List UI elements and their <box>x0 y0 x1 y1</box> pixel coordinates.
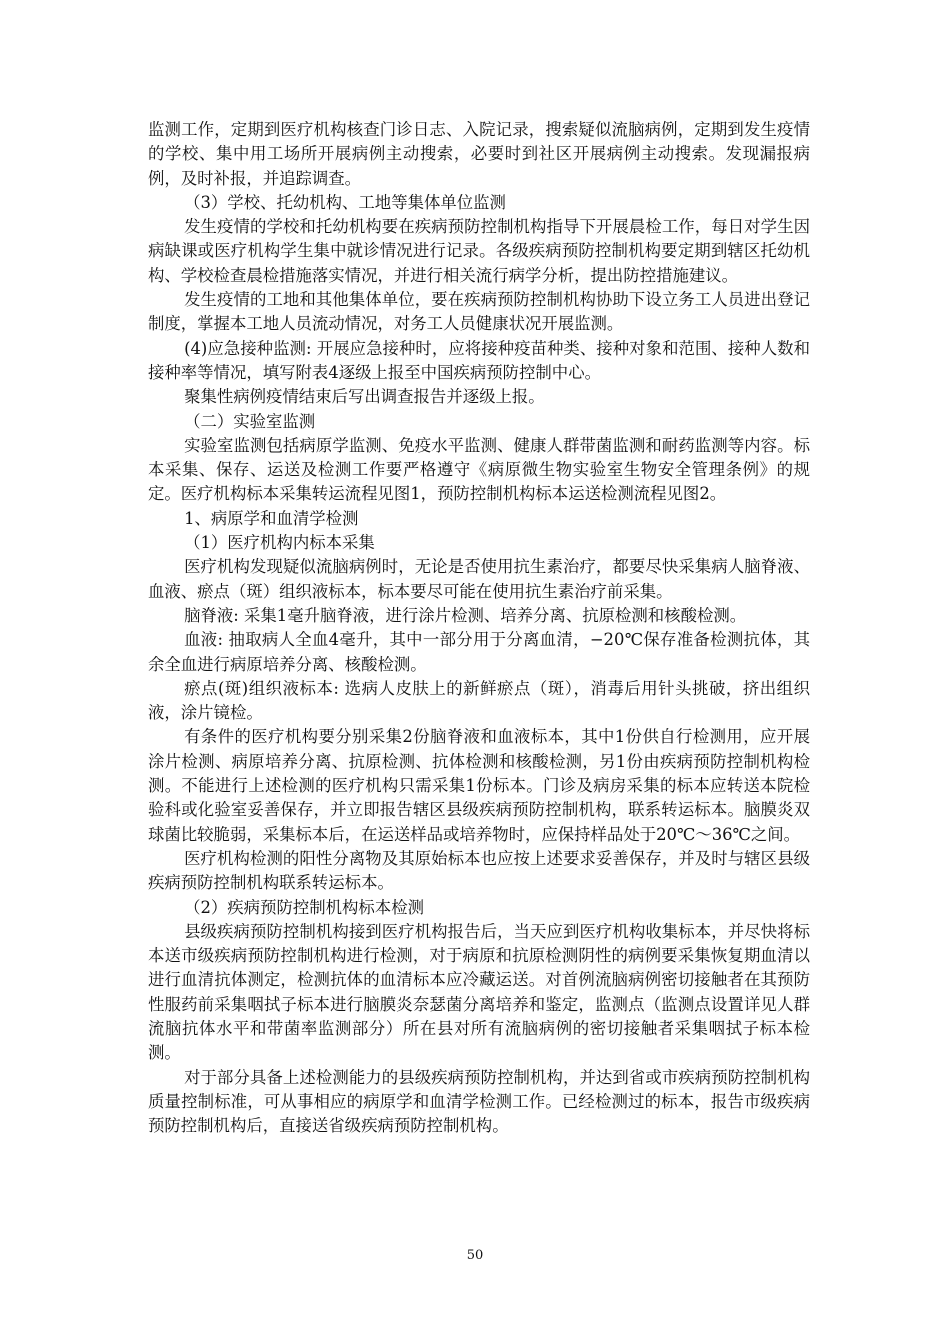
paragraph-two-samples: 有条件的医疗机构要分别采集2份脑脊液和血液标本，其中1份供自行检测用，应开展涂片检测、病原培养分离、抗原检测、抗体检测和核酸检测，另1份由疾病预防控制机构检测。不能进行上述检测的医疗机构只需采集1份标本。门诊及病房采集的标本应转送本院检验科或化验室妥善保存，并立即报告辖区县级疾病预防控制机构，联系转运标本。脑膜炎双球菌比较脆弱，采集标本后，在运送样品或培养物时，应保持样品处于20℃～36℃之间。 <box>148 727 810 844</box>
page-number: 50 <box>466 1248 484 1263</box>
paragraph-capable-county: 对于部分具备上述检测能力的县级疾病预防控制机构，并达到省或市疾病预防控制机构质量控制标准，可从事相应的病原学和血清学检测工作。已经检测过的标本，报告市级疾病预防控制机构后，直接送省级疾病预防控制机构。 <box>148 1067 810 1136</box>
paragraph-positive-isolates: 医疗机构检测的阳性分离物及其原始标本也应按上述要求妥善保存，并及时与辖区县级疾病预防控制机构联系转运标本。 <box>148 848 810 893</box>
heading-pathogen-serology: 1、病原学和血清学检测 <box>184 508 359 528</box>
paragraph-cluster-report: 聚集性病例疫情结束后写出调查报告并逐级上报。 <box>184 387 545 407</box>
paragraph-lab-content: 实验室监测包括病原学监测、免疫水平监测、健康人群带菌监测和耐药监测等内容。标本采集、保存、运送及检测工作要严格遵守《病原微生物实验室生物安全管理条例》的规定。医疗机构标本采集转运流程见图1，预防控制机构标本运送检测流程见图2。 <box>148 435 810 504</box>
paragraph-csf: 脑脊液: 采集1毫升脑脊液，进行涂片检测、培养分离、抗原检测和核酸检测。 <box>184 605 747 625</box>
heading-cdc-testing: （2）疾病预防控制机构标本检测 <box>184 897 424 917</box>
paragraph-county-cdc: 县级疾病预防控制机构接到医疗机构报告后，当天应到医疗机构收集标本，并尽快将标本送市级疾病预防控制机构进行检测，对于病原和抗原检测阴性的病例要采集恢复期血清以进行血清抗体测定，检测抗体的血清标本应冷藏运送。对首例流脑病例密切接触者在其预防性服药前采集咽拭子标本进行脑膜炎奈瑟菌分离培养和鉴定，监测点（监测点设置详见人群流脑抗体水平和带菌率监测部分）所在县对所有流脑病例的密切接触者采集咽拭子标本检测。 <box>148 921 810 1063</box>
paragraph-emergency-vaccination: (4)应急接种监测: 开展应急接种时，应将接种疫苗种类、接种对象和范围、接种人数和接种率等情况，填写附表4逐级上报至中国疾病预防控制中心。 <box>148 338 810 382</box>
heading-school-monitoring: （3）学校、托幼机构、工地等集体单位监测 <box>184 192 506 212</box>
paragraph-petechia: 瘀点(斑)组织液标本: 选病人皮肤上的新鲜瘀点（斑），消毒后用针头挑破，挤出组织液，涂片镜检。 <box>148 678 810 723</box>
paragraph-continuation: 监测工作，定期到医疗机构核查门诊日志、入院记录，搜索疑似流脑病例，定期到发生疫情的学校、集中用工场所开展病例主动搜索，必要时到社区开展病例主动搜索。发现漏报病例，及时补报，并追踪调查。 <box>148 120 810 188</box>
paragraph-worksite: 发生疫情的工地和其他集体单位，要在疾病预防控制机构协助下设立务工人员进出登记制度，掌握本工地人员流动情况，对务工人员健康状况开展监测。 <box>148 290 810 334</box>
heading-hospital-sampling: （1）医疗机构内标本采集 <box>184 533 375 553</box>
paragraph-morning-check: 发生疫情的学校和托幼机构要在疾病预防控制机构指导下开展晨检工作，每日对学生因病缺课或医疗机构学生集中就诊情况进行记录。各级疾病预防控制机构要定期到辖区托幼机构、学校检查晨检措施落实情况，并进行相关流行病学分析，提出防控措施建议。 <box>148 217 810 285</box>
paragraph-blood: 血液: 抽取病人全血4毫升，其中一部分用于分离血清，−20℃保存准备检测抗体，其余全血进行病原培养分离、核酸检测。 <box>148 630 810 674</box>
heading-lab-monitoring: （二）实验室监测 <box>184 411 316 431</box>
document-body <box>148 118 810 1138</box>
paragraph-suspected-case: 医疗机构发现疑似流脑病例时，无论是否使用抗生素治疗，都要尽快采集病人脑脊液、血液、瘀点（斑）组织液标本，标本要尽可能在使用抗生素治疗前采集。 <box>148 557 810 601</box>
